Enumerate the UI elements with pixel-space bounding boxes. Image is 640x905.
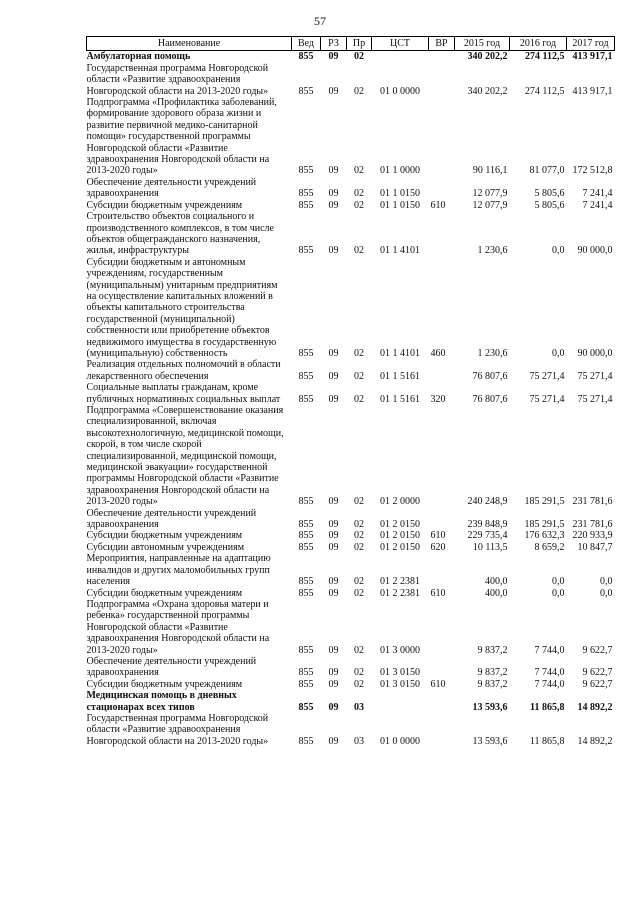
cell-name: Государственная программа Новгородской области «Развитие здравоохранения Новгородской области на 2013-2020 годы» [86, 62, 269, 97]
cell-2016: 11 865,8 [529, 735, 565, 747]
cell-vr: 460 [430, 347, 446, 359]
header-2017: 2017 год [567, 37, 615, 51]
cell-pr: 02 [354, 393, 364, 405]
cell-2016: 0,0 [552, 245, 565, 257]
table-row [87, 382, 615, 405]
cell-vr [429, 51, 455, 63]
header-row [87, 37, 615, 51]
cell-ved: 855 [298, 245, 314, 257]
cell-cst: 01 1 4101 [380, 347, 420, 359]
cell-cst: 01 1 5161 [380, 370, 420, 382]
cell-rz: 09 [328, 165, 339, 177]
cell-2017: 231 781,6 [572, 519, 613, 531]
cell-name: Обеспечение деятельности учреждений здравоохранения [86, 655, 257, 679]
cell-2016: 8 659,2 [534, 541, 565, 553]
header-vr: ВР [429, 37, 455, 51]
cell-2017: 0,0 [600, 576, 613, 588]
cell-rz: 09 [328, 370, 339, 382]
cell-rz: 09 [328, 519, 339, 531]
cell-ved: 855 [298, 644, 314, 656]
cell-rz: 09 [328, 541, 339, 553]
cell-ved: 855 [298, 735, 314, 747]
cell-2017: 9 622,7 [582, 678, 613, 690]
table-row [87, 713, 615, 747]
cell-ved: 855 [298, 188, 314, 200]
cell-pr: 02 [354, 85, 364, 97]
cell-vr: 610 [430, 678, 446, 690]
cell-2015: 1 230,6 [477, 347, 508, 359]
cell-name: Мероприятия, направленные на адаптацию инвалидов и других маломобильных групп населения [86, 553, 271, 588]
table-row [87, 97, 615, 177]
cell-cst: 01 2 0150 [380, 519, 420, 531]
cell-pr: 03 [354, 701, 364, 713]
cell-pr: 03 [354, 735, 364, 747]
cell-cst: 01 3 0150 [380, 667, 420, 679]
cell-ved: 855 [298, 541, 314, 553]
cell-2015: 340 202,2 [467, 85, 508, 97]
cell-cst: 01 1 0150 [380, 188, 420, 200]
cell-cst: 01 1 5161 [380, 393, 420, 405]
cell-cst: 01 0 0000 [380, 735, 420, 747]
table-row [87, 177, 615, 200]
cell-pr: 02 [354, 541, 364, 553]
cell-vr [429, 359, 455, 382]
cell-ved: 855 [298, 165, 314, 177]
cell-rz: 09 [328, 245, 339, 257]
cell-rz: 09 [328, 347, 339, 359]
cell-2016: 11 865,8 [530, 701, 565, 713]
cell-ved: 855 [298, 519, 314, 531]
cell-rz: 09 [328, 85, 339, 97]
table-row [87, 405, 615, 508]
cell-2015: 12 077,9 [472, 188, 508, 200]
cell-cst [372, 51, 429, 63]
cell-rz: 09 [328, 701, 339, 713]
cell-2017: 220 933,9 [572, 530, 613, 542]
cell-name: Строительство объектов социального и производственного комплексов, в том числе объектов общегражданского назначения, жилья, инфраструктуры [86, 211, 274, 257]
cell-2017: 90 000,0 [577, 245, 613, 257]
table-row [87, 599, 615, 656]
cell-2017: 413 917,1 [572, 51, 613, 63]
cell-cst: 01 3 0000 [380, 644, 420, 656]
cell-pr: 02 [354, 587, 364, 599]
cell-cst: 01 3 0150 [380, 678, 420, 690]
cell-name: Субсидии бюджетным учреждениям [86, 530, 243, 542]
cell-name: Субсидии бюджетным учреждениям [86, 678, 243, 690]
header-name: Наименование [87, 37, 292, 51]
cell-vr [429, 63, 455, 97]
table-row [87, 553, 615, 587]
table-row [87, 63, 615, 97]
cell-vr: 610 [430, 587, 446, 599]
cell-2015: 10 113,5 [472, 541, 508, 553]
table-row [87, 542, 615, 553]
cell-cst: 01 1 4101 [380, 245, 420, 257]
cell-ved: 855 [298, 667, 314, 679]
cell-pr: 02 [354, 347, 364, 359]
cell-rz: 09 [328, 199, 339, 211]
cell-2016: 0,0 [552, 347, 565, 359]
cell-ved: 855 [298, 199, 314, 211]
cell-2015: 9 837,2 [477, 644, 508, 656]
cell-ved: 855 [298, 587, 314, 599]
cell-ved: 855 [298, 393, 314, 405]
cell-vr [429, 211, 455, 257]
cell-cst [372, 690, 429, 713]
cell-name: Подпрограмма «Совершенствование оказания специализированной, включая высокотехнологичную, медицинской помощи, скорой, в том числе скорой специализированной, медицинской помощи, медицинской эвакуации» государственной программы Новгородской области «Развитие здравоохранения Новгородской области на 2013-2020 годы» [86, 405, 284, 508]
header-2015: 2015 год [455, 37, 510, 51]
header-ved: Вед [292, 37, 321, 51]
cell-vr: 610 [430, 530, 446, 542]
cell-2015: 90 116,1 [472, 165, 508, 177]
cell-2017: 14 892,2 [577, 735, 613, 747]
cell-2017: 7 241,4 [582, 199, 613, 211]
table-row [87, 359, 615, 382]
page-number: 57 [314, 14, 326, 28]
cell-2016: 75 271,4 [529, 370, 565, 382]
cell-cst: 01 1 0000 [380, 165, 420, 177]
cell-name: Обеспечение деятельности учреждений здравоохранения [86, 507, 257, 531]
cell-name: Субсидии бюджетным учреждениям [86, 199, 243, 211]
cell-2015: 9 837,2 [477, 678, 508, 690]
cell-2017: 90 000,0 [577, 347, 613, 359]
cell-2016: 5 805,6 [534, 199, 565, 211]
cell-2015: 400,0 [485, 576, 508, 588]
cell-pr: 02 [354, 496, 364, 508]
cell-ved: 855 [298, 530, 314, 542]
cell-rz: 09 [328, 678, 339, 690]
cell-2015: 13 593,6 [472, 701, 508, 713]
cell-2015: 1 230,6 [477, 245, 508, 257]
cell-ved: 855 [298, 370, 314, 382]
cell-cst: 01 0 0000 [380, 85, 420, 97]
cell-pr: 02 [354, 576, 364, 588]
cell-ved: 855 [298, 678, 314, 690]
cell-rz: 09 [328, 735, 339, 747]
cell-2015: 240 248,9 [467, 496, 508, 508]
cell-rz: 09 [328, 393, 339, 405]
cell-ved: 855 [298, 496, 314, 508]
cell-2017: 413 917,1 [572, 85, 613, 97]
cell-pr: 02 [354, 644, 364, 656]
cell-2016: 185 291,5 [524, 496, 565, 508]
cell-name: Подпрограмма «Профилактика заболеваний, формирование здорового образа жизни и развитие первичной медико-санитарной помощи» государственной программы Новгородской области «Развитие здравоохранения Новгородской области на 2013-2020 годы» [86, 97, 277, 177]
cell-ved: 855 [298, 85, 314, 97]
cell-cst: 01 2 0000 [380, 496, 420, 508]
table-row [87, 530, 615, 541]
cell-vr [429, 713, 455, 747]
cell-cst: 01 2 0150 [380, 541, 420, 553]
table-row [87, 200, 615, 211]
cell-2017: 0,0 [600, 587, 613, 599]
cell-2017: 75 271,4 [577, 370, 613, 382]
cell-ved: 855 [298, 347, 314, 359]
cell-rz: 09 [328, 51, 339, 63]
header-pr: Пр [347, 37, 372, 51]
table-row [87, 211, 615, 257]
cell-name: Государственная программа Новгородской области «Развитие здравоохранения Новгородской области на 2013-2020 годы» [86, 712, 269, 747]
cell-rz: 09 [328, 587, 339, 599]
table-row [87, 588, 615, 599]
cell-pr: 02 [354, 165, 364, 177]
cell-vr: 620 [430, 541, 446, 553]
cell-vr [429, 508, 455, 531]
cell-2016: 274 112,5 [525, 51, 565, 63]
table-row [87, 508, 615, 531]
cell-2016: 81 077,0 [529, 165, 565, 177]
cell-2017: 10 847,7 [577, 541, 613, 553]
cell-2016: 7 744,0 [534, 678, 565, 690]
header-2016: 2016 год [510, 37, 567, 51]
cell-pr: 02 [354, 245, 364, 257]
cell-2017: 7 241,4 [582, 188, 613, 200]
cell-name: Субсидии бюджетным и автономным учреждениям, государственным (муниципальным) унитарным предприятиям на осуществление капитальных вложений в объекты капитального строительства государственной (муниципальной) собственности или приобретение объектов недвижимого имущества в государственную (муниципальную) собственность [86, 256, 278, 359]
cell-ved: 855 [298, 701, 314, 713]
cell-name: Подпрограмма «Охрана здоровья матери и ребенка» государственной программы Новгородской области «Развитие здравоохранения Новгородской области на 2013-2020 годы» [86, 598, 270, 656]
table-body [87, 51, 615, 747]
cell-name: Обеспечение деятельности учреждений здравоохранения [86, 176, 257, 200]
cell-2017: 172 512,8 [572, 165, 613, 177]
cell-vr [429, 553, 455, 587]
cell-name: Медицинская помощь в дневных стационарах всех типов [86, 690, 237, 713]
cell-2015: 76 807,6 [472, 370, 508, 382]
cell-rz: 09 [328, 667, 339, 679]
cell-ved: 855 [298, 576, 314, 588]
cell-rz: 09 [328, 644, 339, 656]
cell-2016: 185 291,5 [524, 519, 565, 531]
cell-pr: 02 [354, 370, 364, 382]
cell-pr: 02 [354, 51, 364, 63]
table-row [87, 51, 615, 63]
cell-2015: 340 202,2 [467, 51, 508, 63]
table-row [87, 679, 615, 690]
cell-2017: 14 892,2 [577, 701, 613, 713]
cell-2016: 176 632,3 [524, 530, 565, 542]
cell-pr: 02 [354, 678, 364, 690]
cell-vr [429, 690, 455, 713]
cell-cst: 01 2 2381 [380, 587, 420, 599]
cell-rz: 09 [328, 496, 339, 508]
cell-rz: 09 [328, 576, 339, 588]
cell-name: Амбулаторная помощь [86, 51, 191, 63]
cell-2016: 274 112,5 [524, 85, 565, 97]
cell-cst: 01 2 0150 [380, 530, 420, 542]
cell-2016: 7 744,0 [534, 644, 565, 656]
cell-2017: 75 271,4 [577, 393, 613, 405]
cell-2015: 9 837,2 [477, 667, 508, 679]
table-row [87, 257, 615, 360]
cell-cst: 01 1 0150 [380, 199, 420, 211]
cell-vr: 320 [430, 393, 446, 405]
cell-name: Социальные выплаты гражданам, кроме публичных нормативных социальных выплат [86, 382, 281, 405]
cell-2017: 9 622,7 [582, 667, 613, 679]
cell-vr: 610 [430, 199, 446, 211]
cell-vr [429, 97, 455, 177]
cell-2016: 0,0 [552, 576, 565, 588]
table-row [87, 690, 615, 713]
cell-rz: 09 [328, 530, 339, 542]
cell-2017: 231 781,6 [572, 496, 613, 508]
cell-name: Субсидии бюджетным учреждениям [86, 587, 243, 599]
cell-2016: 75 271,4 [529, 393, 565, 405]
cell-2015: 13 593,6 [472, 735, 508, 747]
cell-name: Реализация отдельных полномочий в области лекарственного обеспечения [86, 359, 281, 382]
cell-2015: 400,0 [485, 587, 508, 599]
cell-2016: 7 744,0 [534, 667, 565, 679]
cell-vr [429, 599, 455, 656]
cell-2016: 0,0 [552, 587, 565, 599]
budget-table [86, 36, 615, 747]
cell-2015: 239 848,9 [467, 519, 508, 531]
cell-pr: 02 [354, 530, 364, 542]
cell-2015: 76 807,6 [472, 393, 508, 405]
cell-ved: 855 [298, 51, 314, 63]
cell-vr [429, 656, 455, 679]
cell-pr: 02 [354, 188, 364, 200]
cell-2015: 229 735,4 [467, 530, 508, 542]
cell-2015: 12 077,9 [472, 199, 508, 211]
cell-vr [429, 405, 455, 508]
table-row [87, 656, 615, 679]
header-rz: РЗ [321, 37, 347, 51]
header-cst: ЦСТ [372, 37, 429, 51]
cell-2017: 9 622,7 [582, 644, 613, 656]
cell-name: Субсидии автономным учреждениям [86, 541, 245, 553]
cell-rz: 09 [328, 188, 339, 200]
cell-pr: 02 [354, 667, 364, 679]
cell-cst: 01 2 2381 [380, 576, 420, 588]
cell-pr: 02 [354, 199, 364, 211]
cell-2016: 5 805,6 [534, 188, 565, 200]
cell-pr: 02 [354, 519, 364, 531]
cell-vr [429, 177, 455, 200]
